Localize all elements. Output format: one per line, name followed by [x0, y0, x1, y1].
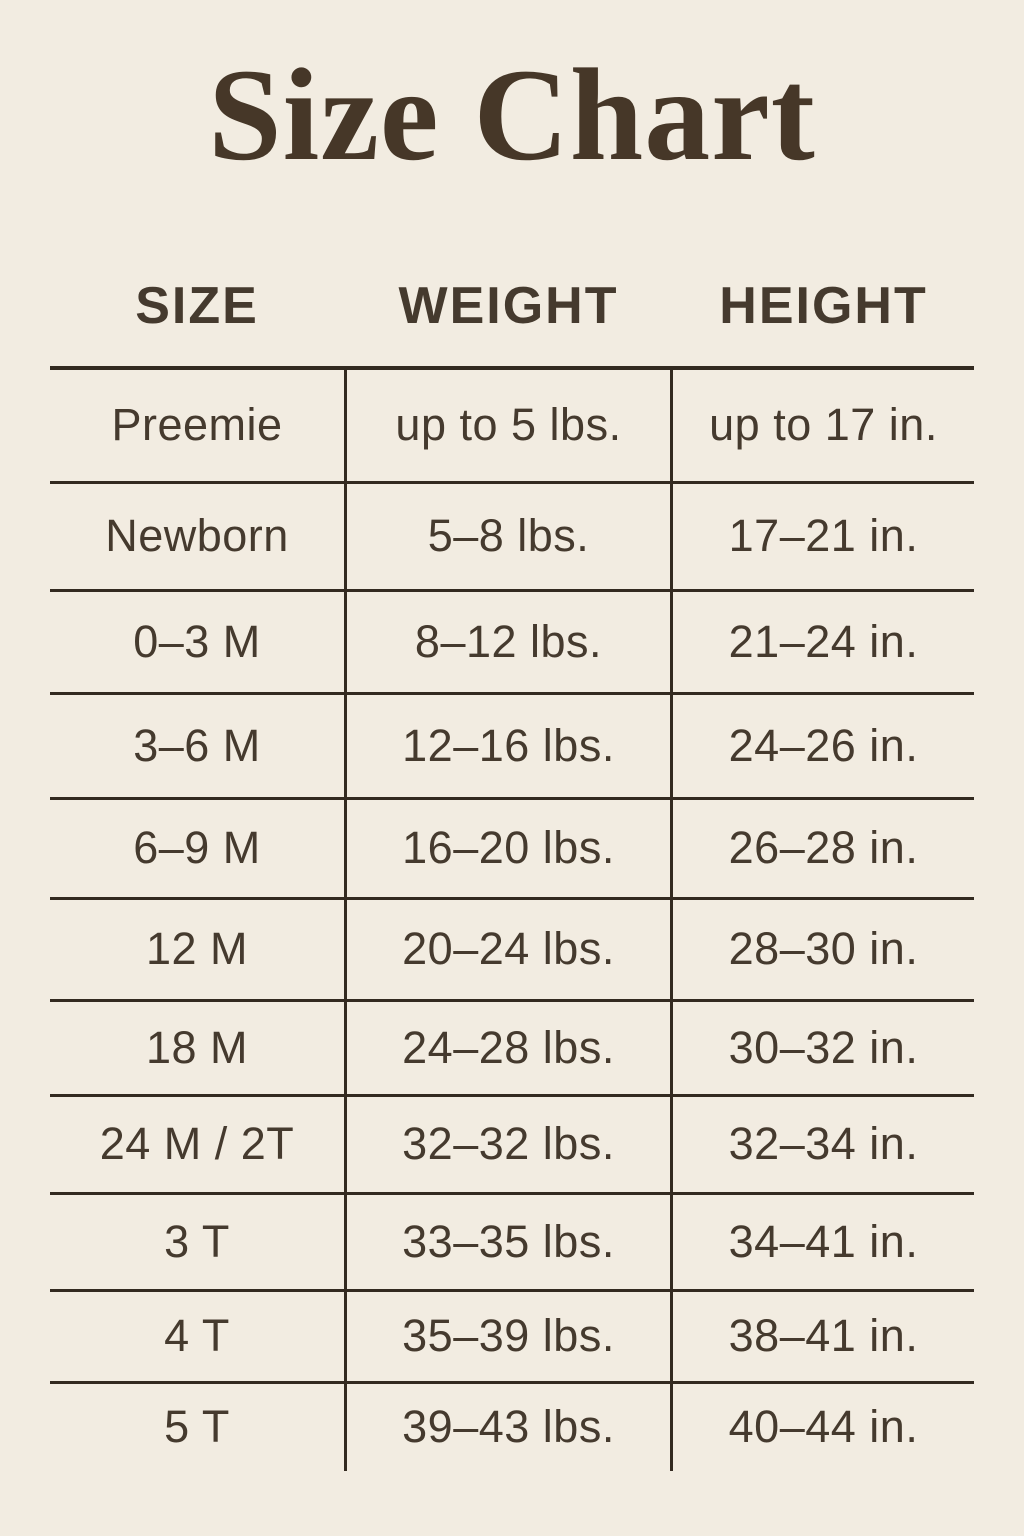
page-title: Size Chart — [208, 41, 816, 188]
cell-size: Newborn — [105, 510, 289, 562]
table-row — [50, 1195, 974, 1292]
cell-size: 12 M — [145, 923, 249, 975]
table-row — [50, 592, 974, 695]
table-row — [50, 1097, 974, 1195]
cell-size: 5 T — [164, 1401, 230, 1453]
table-row — [50, 800, 974, 900]
column-header-weight: WEIGHT — [398, 276, 619, 335]
column-header-height: HEIGHT — [719, 276, 928, 335]
table-body — [50, 366, 974, 1471]
table-row — [50, 900, 974, 1002]
cell-height: 32–34 in. — [728, 1118, 919, 1170]
cell-size: 3 T — [164, 1215, 230, 1267]
cell-weight: 12–16 lbs. — [344, 695, 673, 797]
table-row — [50, 1002, 974, 1097]
cell-weight: 16–20 lbs. — [344, 800, 673, 897]
cell-size: 4 T — [164, 1310, 230, 1362]
cell-height: 38–41 in. — [728, 1310, 919, 1362]
cell-weight: up to 5 lbs. — [344, 370, 673, 481]
table-row — [50, 1292, 974, 1384]
table-row — [50, 695, 974, 800]
cell-weight: 24–28 lbs. — [344, 1002, 673, 1094]
table-header-row — [50, 185, 974, 366]
table-row — [50, 370, 974, 484]
cell-weight: 32–32 lbs. — [344, 1097, 673, 1192]
cell-size: 0–3 M — [133, 615, 261, 667]
cell-weight: 20–24 lbs. — [344, 900, 673, 999]
cell-weight: 33–35 lbs. — [344, 1195, 673, 1289]
cell-size: 24 M / 2T — [99, 1118, 295, 1170]
column-header-size: SIZE — [135, 276, 259, 335]
cell-height: 24–26 in. — [728, 719, 919, 771]
cell-height: up to 17 in. — [709, 399, 938, 451]
cell-height: 30–32 in. — [728, 1021, 919, 1073]
table-row — [50, 484, 974, 592]
cell-weight: 35–39 lbs. — [344, 1292, 673, 1381]
cell-size: Preemie — [111, 399, 283, 451]
cell-height: 34–41 in. — [728, 1215, 919, 1267]
title-section — [0, 0, 1024, 188]
cell-weight: 5–8 lbs. — [344, 484, 673, 589]
cell-weight: 8–12 lbs. — [344, 592, 673, 692]
cell-size: 18 M — [145, 1021, 249, 1073]
cell-height: 17–21 in. — [728, 510, 919, 562]
cell-height: 28–30 in. — [728, 923, 919, 975]
cell-height: 26–28 in. — [728, 822, 919, 874]
cell-size: 3–6 M — [133, 719, 261, 771]
cell-height: 40–44 in. — [728, 1401, 919, 1453]
cell-size: 6–9 M — [133, 822, 261, 874]
size-chart-table — [50, 185, 974, 1471]
table-row — [50, 1384, 974, 1471]
cell-weight: 39–43 lbs. — [344, 1384, 673, 1471]
cell-height: 21–24 in. — [728, 615, 919, 667]
